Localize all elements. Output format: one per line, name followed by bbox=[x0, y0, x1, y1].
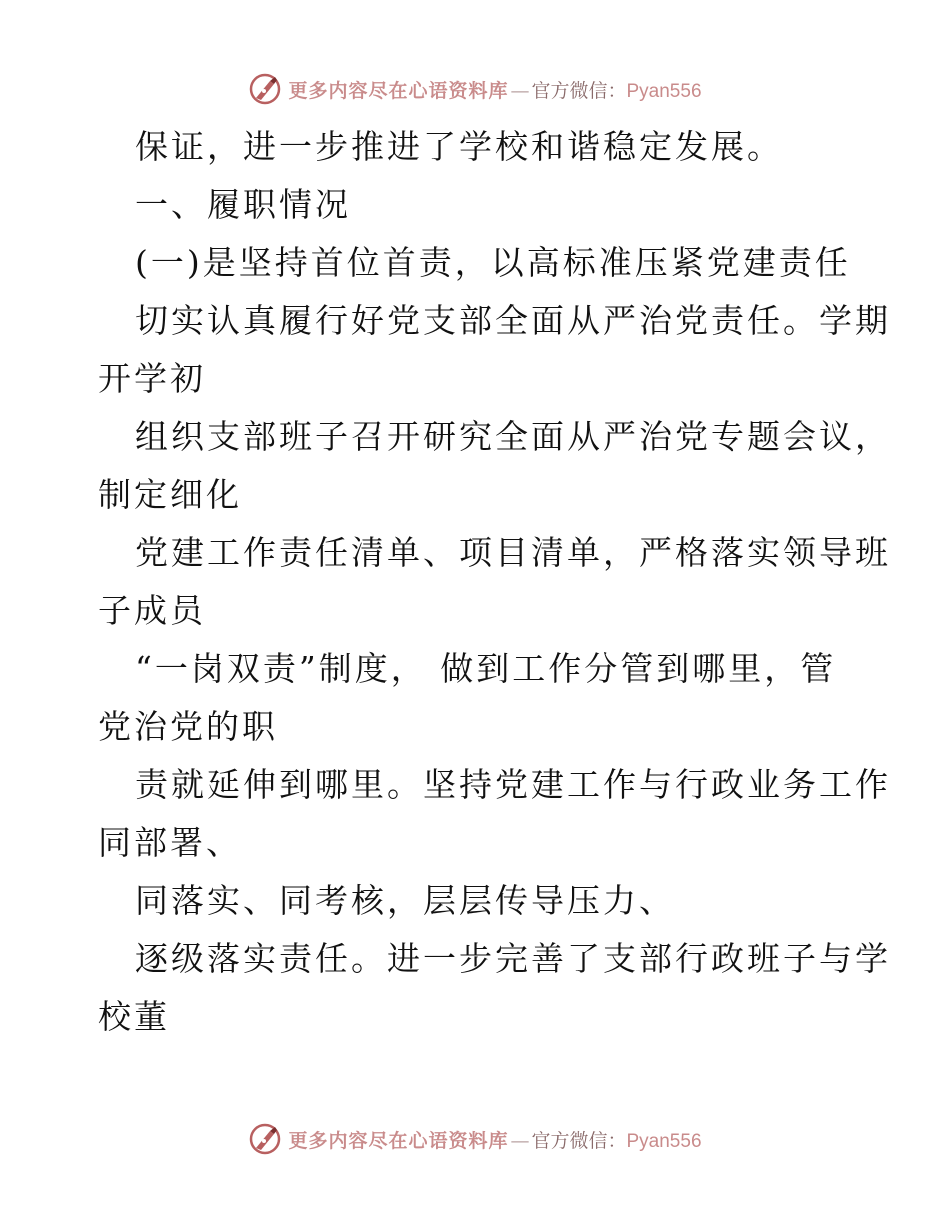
body-line: 制定细化 bbox=[98, 475, 242, 514]
body-line: 校董 bbox=[98, 997, 170, 1036]
body-line: 党治党的职 bbox=[98, 707, 278, 746]
body-line: 切实认真履行好党支部全面从严治党责任。学期 bbox=[135, 301, 891, 340]
watermark-brand: 更多内容尽在心语资料库 bbox=[288, 1129, 509, 1152]
body-line: 同部署、 bbox=[98, 823, 242, 862]
document-body bbox=[98, 118, 891, 1046]
watermark-id: Pyan556 bbox=[626, 1130, 702, 1152]
subsection-heading: (一)是坚持首位首责，以高标准压紧党建责任 bbox=[135, 243, 851, 282]
pen-nib-logo-icon bbox=[248, 72, 282, 106]
watermark-separator: — bbox=[510, 1129, 530, 1152]
watermark-id: Pyan556 bbox=[626, 80, 702, 102]
body-line: 组织支部班子召开研究全面从严治党专题会议， bbox=[135, 417, 891, 456]
body-line: 保证，进一步推进了学校和谐稳定发展。 bbox=[135, 127, 783, 166]
footer-watermark bbox=[0, 1122, 950, 1156]
watermark-separator: — bbox=[510, 79, 530, 102]
body-line: 同落实、同考核，层层传导压力、 bbox=[135, 881, 675, 920]
body-line: 子成员 bbox=[98, 591, 206, 630]
body-line: 党建工作责任清单、项目清单，严格落实领导班 bbox=[135, 533, 891, 572]
body-line: 开学初 bbox=[98, 359, 206, 398]
section-heading: 一、履职情况 bbox=[135, 185, 351, 224]
watermark-label: 官方微信： bbox=[531, 79, 627, 102]
body-line: 责就延伸到哪里。坚持党建工作与行政业务工作 bbox=[135, 765, 891, 804]
watermark-text bbox=[288, 1126, 701, 1153]
pen-nib-logo-icon bbox=[248, 1122, 282, 1156]
watermark-brand: 更多内容尽在心语资料库 bbox=[288, 79, 509, 102]
watermark-text bbox=[288, 76, 701, 103]
watermark-label: 官方微信： bbox=[531, 1129, 627, 1152]
body-line: 逐级落实责任。进一步完善了支部行政班子与学 bbox=[135, 939, 891, 978]
body-line: “一岗双责”制度， 做到工作分管到哪里，管 bbox=[135, 649, 837, 688]
header-watermark bbox=[0, 72, 950, 106]
